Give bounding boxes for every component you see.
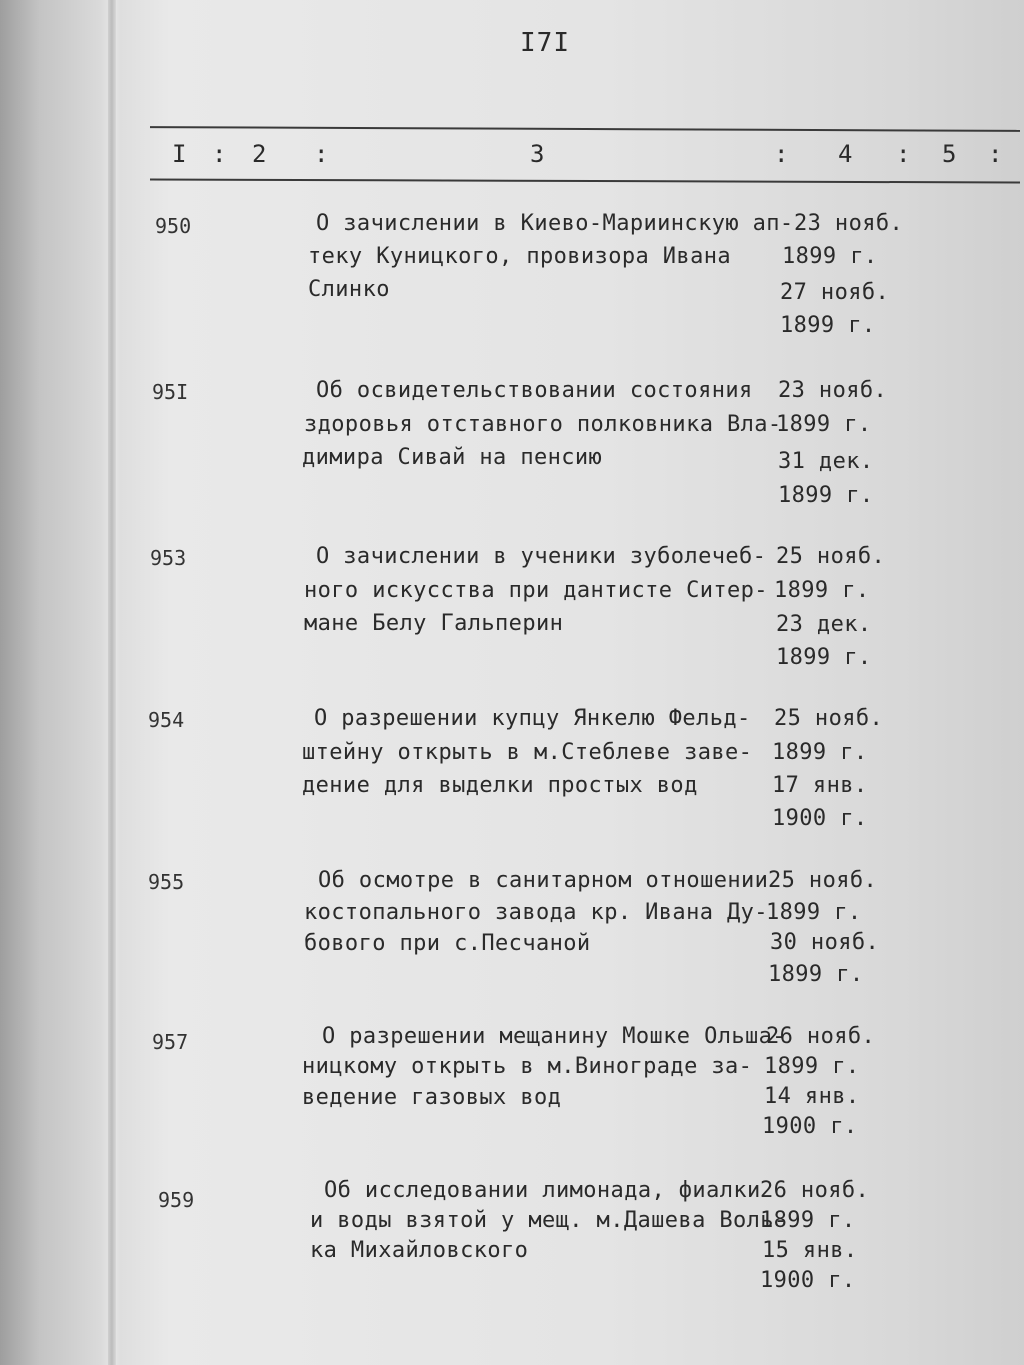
entry-date-end: 15 янв.: [762, 1238, 858, 1263]
entry-date-end-year: 1900 г.: [772, 806, 868, 831]
entry-date-end-year: 1900 г.: [762, 1114, 858, 1139]
entry-description-line: Об освидетельствовании состояния: [316, 378, 753, 403]
header-bottom-rule: [150, 178, 1020, 183]
entry-date-end-year: 1899 г.: [768, 962, 864, 987]
entry-date-end: 17 янв.: [772, 773, 868, 798]
column-header-separator: :: [212, 140, 227, 168]
entry-date-start-year: 1899 г.: [774, 578, 870, 603]
entry-date-start-year: 1899 г.: [764, 1054, 860, 1079]
entry-date-end-year: 1900 г.: [760, 1268, 856, 1293]
column-header-1: I: [172, 140, 187, 168]
entry-number: 950: [155, 214, 192, 238]
entry-date-end-year: 1899 г.: [778, 483, 874, 508]
entry-description-line: ка Михайловского: [310, 1238, 529, 1263]
entry-description-line: Слинко: [308, 277, 390, 302]
entry-description-line: ницкому открыть в м.Винограде за-: [302, 1054, 753, 1079]
page-number: I7I: [520, 28, 570, 58]
entry-description-line: здоровья отставного полковника Вла-: [304, 412, 782, 437]
entry-number: 959: [158, 1188, 195, 1212]
column-header-3: 3: [530, 140, 545, 168]
entry-date-end: 23 дек.: [776, 612, 872, 637]
entry-number: 953: [150, 546, 187, 570]
entry-date-start-year: 1899 г.: [776, 412, 872, 437]
entry-date-start: 25 нояб.: [768, 868, 878, 893]
entry-date-start: 23 нояб.: [794, 211, 904, 236]
entry-date-end: 27 нояб.: [780, 280, 890, 305]
entry-date-end: 30 нояб.: [770, 930, 880, 955]
entry-description-line: Об исследовании лимонада, фиалки: [324, 1178, 761, 1203]
entry-description-line: О разрешении мещанину Мошке Ольша-: [322, 1024, 786, 1049]
binding-spine: [108, 0, 116, 1365]
entry-description-line: штейну открыть в м.Стеблеве заве-: [302, 740, 753, 765]
entry-description-line: дение для выделки простых вод: [302, 773, 698, 798]
entry-date-end-year: 1899 г.: [780, 313, 876, 338]
entry-number: 957: [152, 1030, 189, 1054]
entry-description-line: костопального завода кр. Ивана Ду-: [304, 900, 768, 925]
entry-description-line: ного искусства при дантисте Ситер-: [304, 578, 768, 603]
entry-date-start: 25 нояб.: [774, 706, 884, 731]
entry-description-line: ведение газовых вод: [302, 1085, 562, 1110]
column-header-separator: :: [988, 140, 1003, 168]
entry-description-line: О зачислении в ученики зуболечеб-: [316, 544, 767, 569]
entry-date-start-year: 1899 г.: [760, 1208, 856, 1233]
entry-description-line: и воды взятой у мещ. м.Дашева Воль-: [310, 1208, 788, 1233]
entry-description-line: Об осмотре в санитарном отношении: [318, 868, 769, 893]
header-top-rule: [150, 126, 1020, 132]
column-header-separator: :: [314, 140, 329, 168]
column-header-separator: :: [774, 140, 789, 168]
entry-number: 95I: [152, 380, 189, 404]
entry-date-start: 23 нояб.: [778, 378, 888, 403]
column-header-4: 4: [838, 140, 853, 168]
column-header-5: 5: [942, 140, 957, 168]
entry-date-start: 26 нояб.: [760, 1178, 870, 1203]
entry-number: 955: [148, 870, 185, 894]
entry-date-end-year: 1899 г.: [776, 645, 872, 670]
entry-date-end: 14 янв.: [764, 1084, 860, 1109]
entry-description-line: бового при с.Песчаной: [304, 931, 591, 956]
column-header-separator: :: [896, 140, 911, 168]
entry-description-line: теку Куницкого, провизора Ивана: [308, 244, 731, 269]
entry-number: 954: [148, 708, 185, 732]
entry-description-line: О разрешении купцу Янкелю Фельд-: [314, 706, 751, 731]
entry-description-line: мане Белу Гальперин: [304, 611, 564, 636]
entry-description-line: димира Сивай на пенсию: [302, 445, 603, 470]
entry-date-start-year: 1899 г.: [782, 244, 878, 269]
entry-description-line: О зачислении в Киево-Мариинскую ап-: [316, 211, 794, 236]
entry-date-start: 26 нояб.: [766, 1024, 876, 1049]
entry-date-start: 25 нояб.: [776, 544, 886, 569]
entry-date-start-year: 1899 г.: [772, 740, 868, 765]
entry-date-start-year: 1899 г.: [766, 900, 862, 925]
column-header-2: 2: [252, 140, 267, 168]
entry-date-end: 31 дек.: [778, 449, 874, 474]
